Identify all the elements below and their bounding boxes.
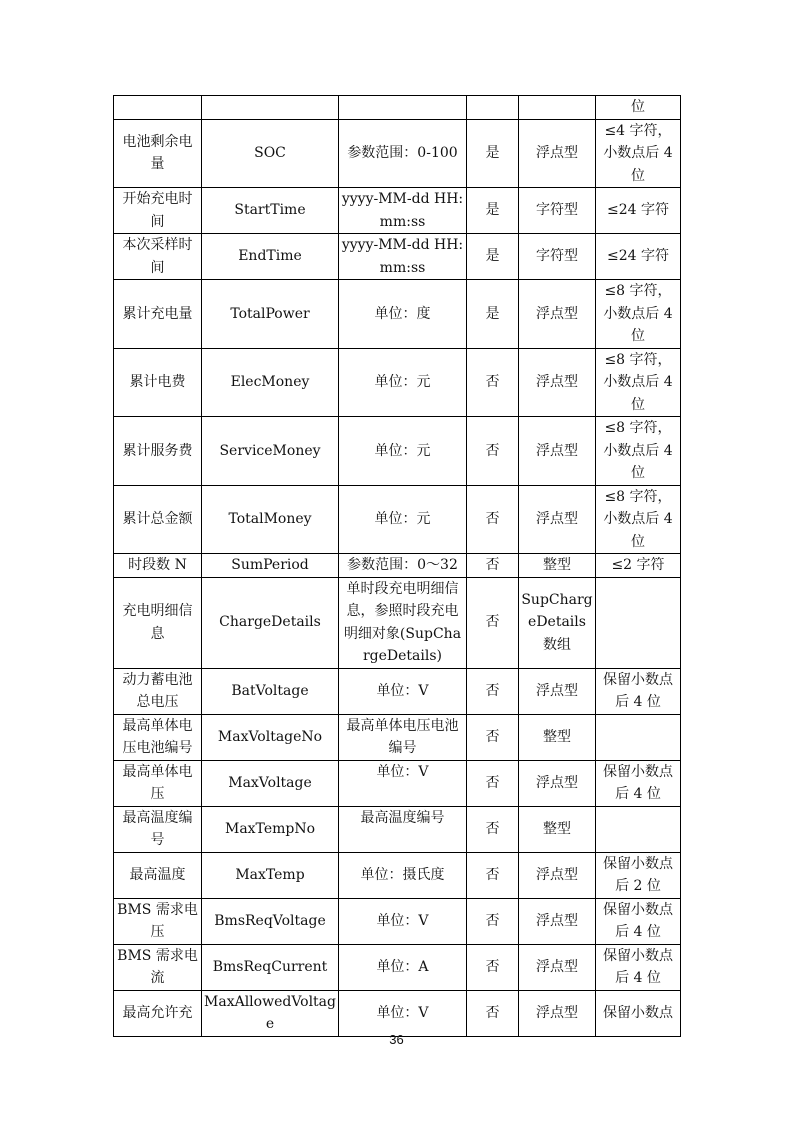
table-row: [114, 668, 681, 714]
field-length: 保留小数点后 4 位: [596, 944, 681, 990]
field-desc: 单位：元: [339, 417, 467, 486]
table-row: [114, 760, 681, 806]
field-name: 最高单体电压电池编号: [114, 714, 202, 760]
field-type: 字符型: [519, 234, 596, 280]
field-name: 累计服务费: [114, 417, 202, 486]
field-type: 浮点型: [519, 348, 596, 417]
field-desc: [339, 96, 467, 120]
table-row: [114, 188, 681, 234]
field-name: 电池剩余电量: [114, 119, 202, 188]
table-row: [114, 554, 681, 578]
field-required: 否: [467, 806, 519, 852]
field-code: MaxAllowedVoltage: [202, 990, 339, 1036]
field-code: SOC: [202, 119, 339, 188]
field-code: ChargeDetails: [202, 577, 339, 668]
table-row: [114, 852, 681, 898]
field-length: 保留小数点后 4 位: [596, 898, 681, 944]
field-required: 是: [467, 188, 519, 234]
field-code: SumPeriod: [202, 554, 339, 578]
field-length: [596, 577, 681, 668]
field-desc: yyyy-MM-dd HH:mm:ss: [339, 188, 467, 234]
field-name: 开始充电时间: [114, 188, 202, 234]
field-desc: 单位：V: [339, 668, 467, 714]
field-required: 否: [467, 760, 519, 806]
table-row: [114, 417, 681, 486]
field-name: 累计总金额: [114, 485, 202, 554]
field-name: 累计充电量: [114, 280, 202, 349]
field-type: [519, 96, 596, 120]
field-required: 是: [467, 280, 519, 349]
field-type: 浮点型: [519, 990, 596, 1036]
field-name: 最高允许充: [114, 990, 202, 1036]
field-length: 保留小数点: [596, 990, 681, 1036]
field-name: 最高单体电压: [114, 760, 202, 806]
field-length: 位: [596, 96, 681, 120]
field-type: 浮点型: [519, 852, 596, 898]
field-length: [596, 714, 681, 760]
field-length: ≤4 字符，小数点后 4 位: [596, 119, 681, 188]
table-row: [114, 898, 681, 944]
field-desc: 单位：元: [339, 348, 467, 417]
field-code: EndTime: [202, 234, 339, 280]
field-required: 否: [467, 944, 519, 990]
field-desc: 单位：V: [339, 898, 467, 944]
field-required: 否: [467, 577, 519, 668]
field-type: 浮点型: [519, 944, 596, 990]
field-desc: yyyy-MM-dd HH:mm:ss: [339, 234, 467, 280]
field-name: BMS 需求电压: [114, 898, 202, 944]
page-number: 36: [389, 1032, 404, 1047]
field-length: [596, 806, 681, 852]
field-desc: 单位：摄氏度: [339, 852, 467, 898]
field-desc: 最高温度编号: [339, 806, 467, 852]
table-row: [114, 96, 681, 120]
table-row: [114, 234, 681, 280]
field-name: 累计电费: [114, 348, 202, 417]
field-length: ≤8 字符，小数点后 4 位: [596, 280, 681, 349]
field-required: 否: [467, 485, 519, 554]
field-code: TotalPower: [202, 280, 339, 349]
field-desc: 单位：A: [339, 944, 467, 990]
field-desc: 单位：V: [339, 990, 467, 1036]
field-type: 浮点型: [519, 760, 596, 806]
field-name: 本次采样时间: [114, 234, 202, 280]
field-length: ≤8 字符，小数点后 4 位: [596, 485, 681, 554]
field-required: 否: [467, 852, 519, 898]
field-required: 是: [467, 234, 519, 280]
field-length: ≤8 字符，小数点后 4 位: [596, 348, 681, 417]
table-row: [114, 714, 681, 760]
field-desc: 最高单体电压电池编号: [339, 714, 467, 760]
field-code: MaxTempNo: [202, 806, 339, 852]
table-row: [114, 485, 681, 554]
field-required: 是: [467, 119, 519, 188]
field-code: ElecMoney: [202, 348, 339, 417]
table-row: [114, 577, 681, 668]
table-row: [114, 944, 681, 990]
field-code: ServiceMoney: [202, 417, 339, 486]
field-required: 否: [467, 417, 519, 486]
field-desc: 参数范围：0～32: [339, 554, 467, 578]
field-type: 浮点型: [519, 119, 596, 188]
field-type: 浮点型: [519, 485, 596, 554]
field-type: 整型: [519, 554, 596, 578]
field-required: [467, 96, 519, 120]
field-length: 保留小数点后 4 位: [596, 668, 681, 714]
table-row: [114, 806, 681, 852]
field-type: 整型: [519, 806, 596, 852]
field-required: 否: [467, 714, 519, 760]
field-length: ≤24 字符: [596, 234, 681, 280]
field-code: BmsReqVoltage: [202, 898, 339, 944]
field-name: 动力蓄电池总电压: [114, 668, 202, 714]
field-type: 字符型: [519, 188, 596, 234]
field-code: StartTime: [202, 188, 339, 234]
field-required: 否: [467, 990, 519, 1036]
field-code: BmsReqCurrent: [202, 944, 339, 990]
field-name: [114, 96, 202, 120]
table-row: [114, 119, 681, 188]
field-required: 否: [467, 898, 519, 944]
table-row: [114, 348, 681, 417]
field-code: MaxVoltageNo: [202, 714, 339, 760]
field-type: 浮点型: [519, 898, 596, 944]
field-type: 浮点型: [519, 417, 596, 486]
field-name: 充电明细信息: [114, 577, 202, 668]
field-code: MaxTemp: [202, 852, 339, 898]
field-spec-table: [113, 95, 681, 1037]
field-required: 否: [467, 554, 519, 578]
field-length: ≤2 字符: [596, 554, 681, 578]
field-type: 整型: [519, 714, 596, 760]
field-type: 浮点型: [519, 280, 596, 349]
field-name: 最高温度: [114, 852, 202, 898]
field-desc: 参数范围：0-100: [339, 119, 467, 188]
field-desc: 单位：元: [339, 485, 467, 554]
field-length: 保留小数点后 2 位: [596, 852, 681, 898]
table-row: [114, 280, 681, 349]
field-code: TotalMoney: [202, 485, 339, 554]
field-type: SupChargeDetails 数组: [519, 577, 596, 668]
field-required: 否: [467, 348, 519, 417]
field-code: MaxVoltage: [202, 760, 339, 806]
field-desc: 单时段充电明细信息，参照时段充电明细对象(SupChargeDetails): [339, 577, 467, 668]
field-code: BatVoltage: [202, 668, 339, 714]
field-name: BMS 需求电流: [114, 944, 202, 990]
field-desc: 单位：度: [339, 280, 467, 349]
field-length: ≤24 字符: [596, 188, 681, 234]
field-type: 浮点型: [519, 668, 596, 714]
field-desc: 单位：V: [339, 760, 467, 806]
field-length: ≤8 字符，小数点后 4 位: [596, 417, 681, 486]
field-name: 时段数 N: [114, 554, 202, 578]
field-code: [202, 96, 339, 120]
field-length: 保留小数点后 4 位: [596, 760, 681, 806]
field-name: 最高温度编号: [114, 806, 202, 852]
field-required: 否: [467, 668, 519, 714]
table-row: [114, 990, 681, 1036]
